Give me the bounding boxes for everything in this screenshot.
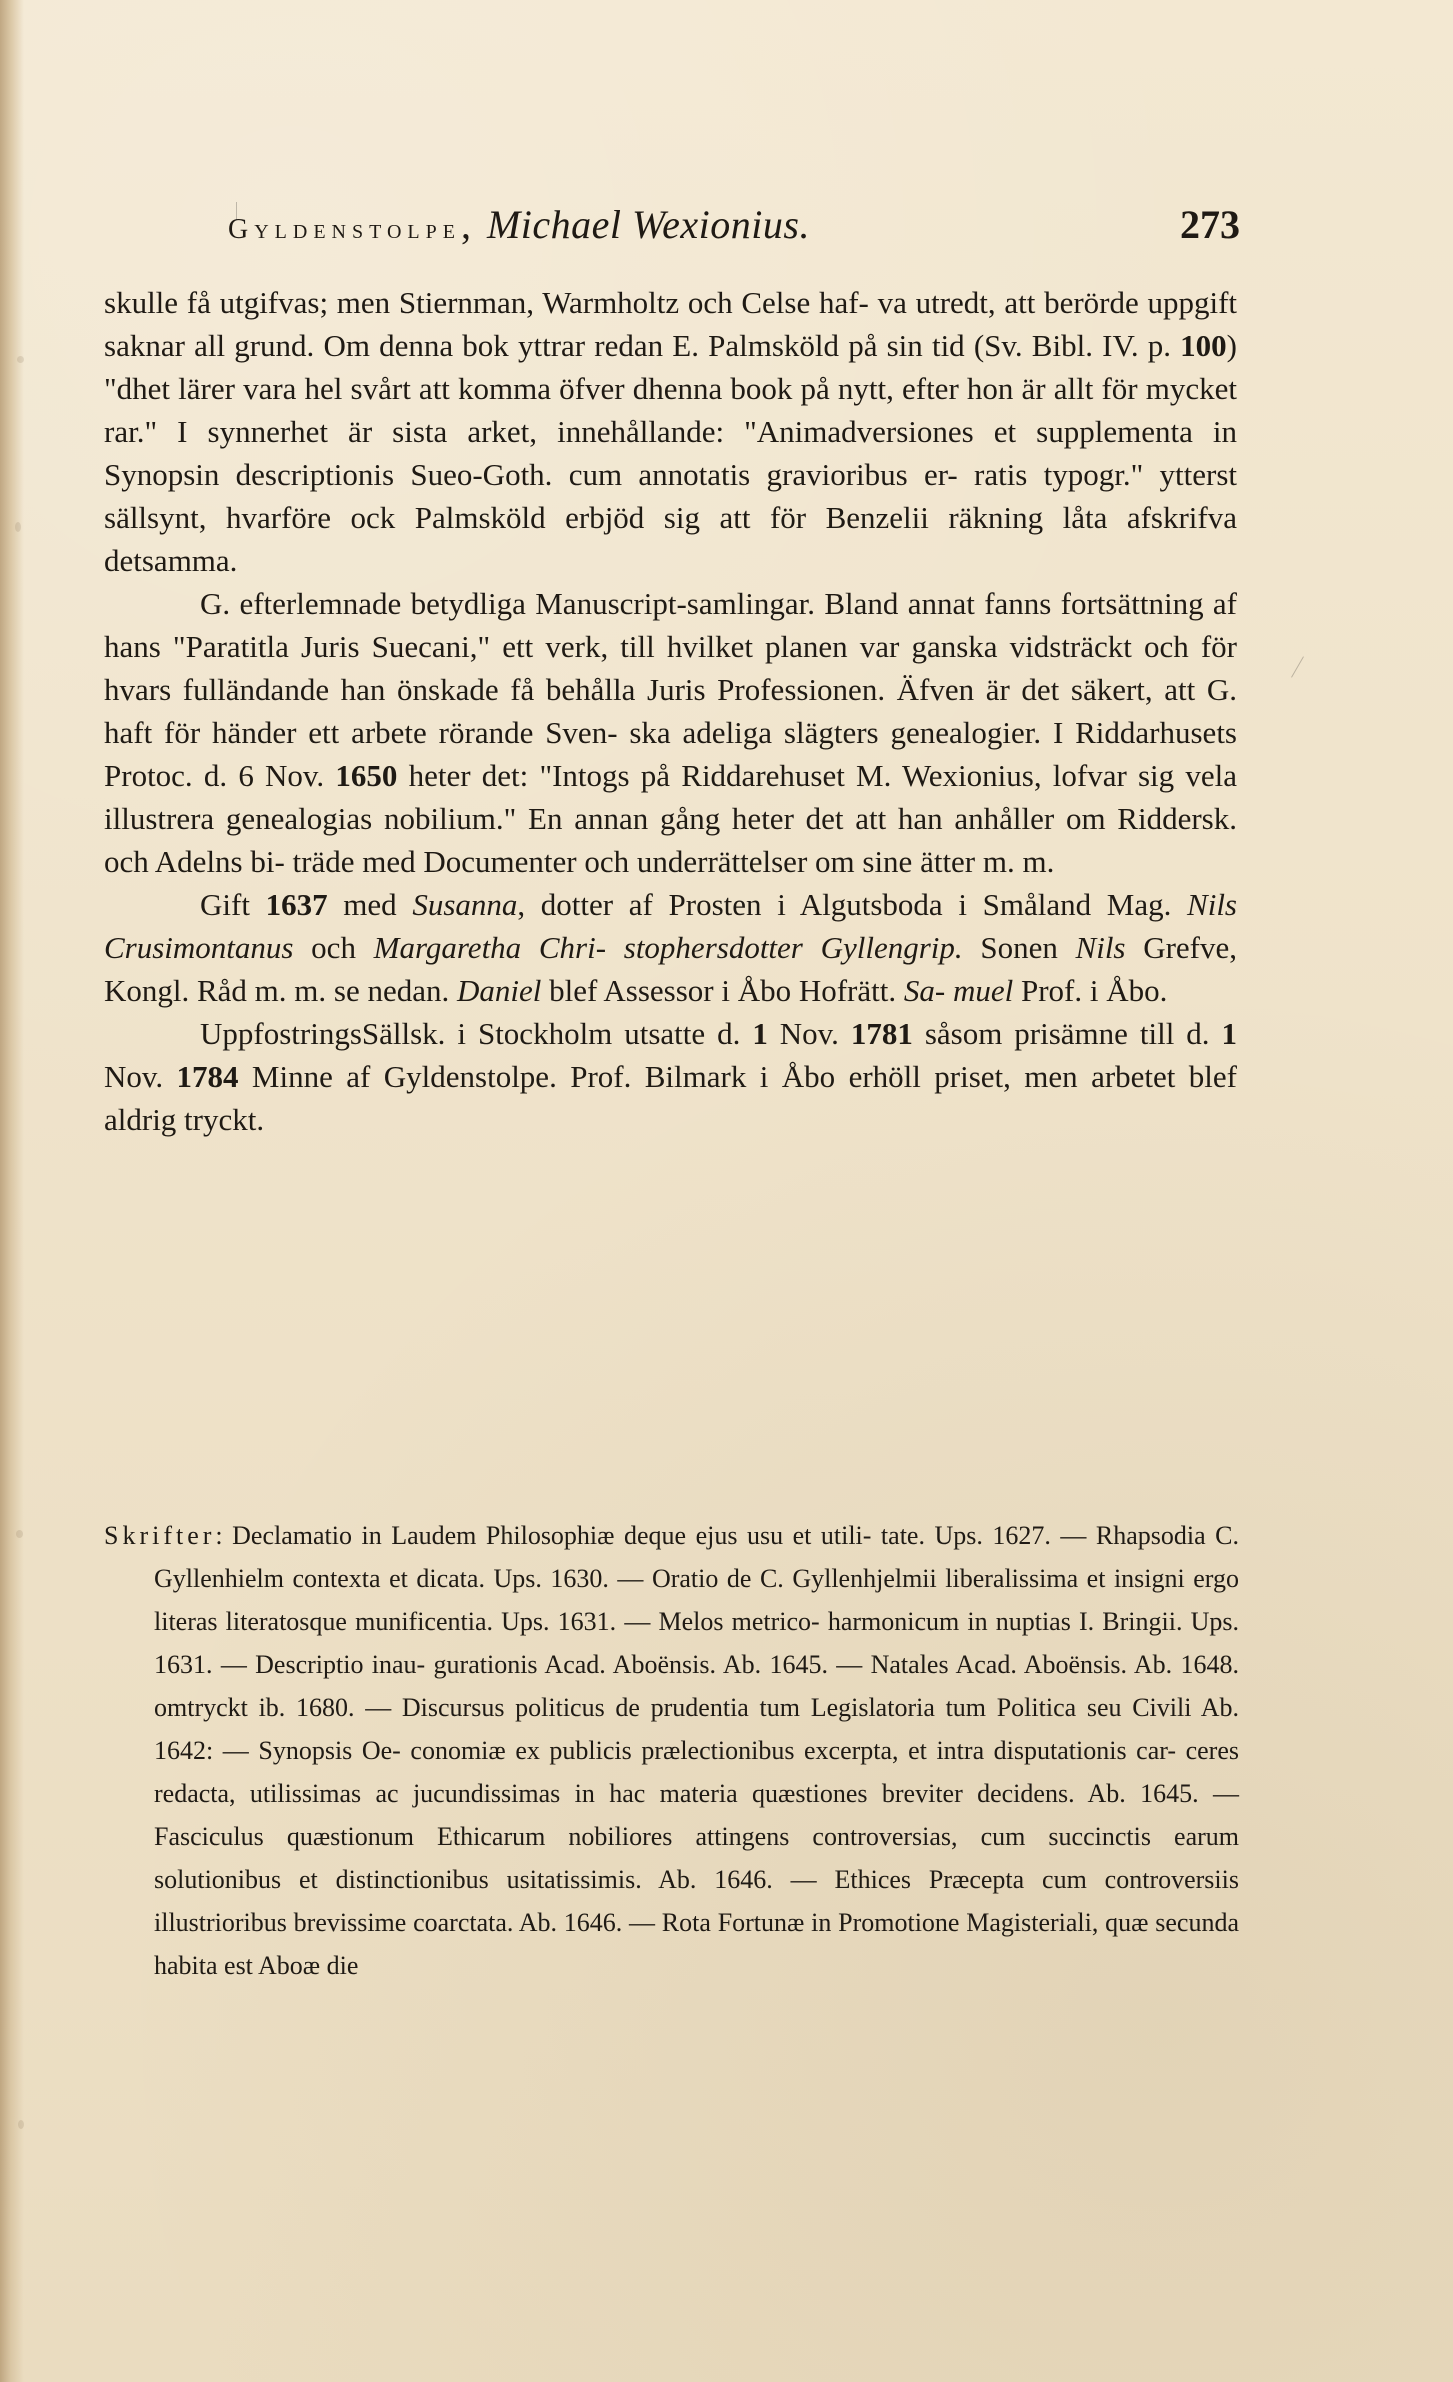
paper-blot — [16, 1530, 23, 1538]
running-head-name: Michael Wexionius. — [486, 202, 810, 247]
spouse-name: Susanna — [412, 887, 518, 922]
paragraph-1 — [104, 281, 1237, 582]
paragraph-3-text-h: Prof. i Åbo. — [1013, 973, 1168, 1008]
son-name-daniel: Daniel — [457, 973, 542, 1008]
paragraph-4-year-1: 1781 — [850, 1016, 913, 1051]
paper-blot — [17, 356, 24, 363]
writings-heading: Skrifter — [104, 1521, 216, 1550]
paragraph-4-text-c: såsom prisämne till d. — [912, 1016, 1222, 1051]
paragraph-3-text-f: Grefve, Kongl. Råd m. m. se nedan. — [104, 930, 1238, 1008]
writings-section — [104, 1514, 1239, 1987]
paragraph-4-text-a: UppfostringsSällsk. i Stockholm utsatte d. — [200, 1016, 753, 1051]
paragraph-4-year-2: 1784 — [176, 1059, 239, 1094]
son-name-nils: Nils — [1075, 930, 1126, 965]
paragraph-2-number: 1650 — [335, 758, 398, 793]
paragraph-4 — [104, 1012, 1237, 1141]
stray-mark — [1291, 656, 1304, 677]
son-name-samuel: Sa- muel — [903, 973, 1014, 1008]
paragraph-3-text-d: och — [293, 930, 374, 965]
paragraph-1-text-a: skulle få utgifvas; men Stiernman, Warmholtz och Celse haf- va utredt, att berörde uppgift saknar all grund. Om denna bok yttrar redan E. Palmsköld på sin tid (Sv. Bibl. IV. p. — [104, 285, 1237, 363]
paper-blot — [18, 2120, 24, 2129]
paper-blot — [15, 522, 21, 532]
running-head — [228, 201, 810, 248]
paragraph-4-day-1: 1 — [752, 1016, 768, 1051]
paragraph-2-text-a: G. efterlemnade betydliga Manuscript-samlingar. Bland annat fanns fortsättning af hans "Paratitla Juris Suecani," ett verk, till hvilket planen var ganska vidsträckt och för hvars fulländande han önskade få behålla Juris Professionen. Äfven är det säkert, att G. haft för händer ett arbete rörande Sven- ska adeliga slägters genealogier. I Riddarhusets Protoc. d. 6 Nov. — [104, 586, 1237, 793]
paragraph-3-text-g: blef Assessor i Åbo Hofrätt. — [541, 973, 904, 1008]
writings-text: : Declamatio in Laudem Philosophiæ deque ejus usu et utili- tate. Ups. 1627. — Rhapsodia C. Gyllenhielm contexta et dicata. Ups. 1630. — Oratio de C. Gyllenhjelmii liberalissima et insigni ergo literas literatosque munificentia. Ups. 1631. — Melos metrico- harmonicum in nuptias I. Bringii. Ups. 1631. — Descriptio inau- gurationis Acad. Aboënsis. Ab. 1645. — Natales Acad. Aboënsis. Ab. 1648. omtryckt ib. 1680. — Discursus politicus de prudentia tum Legislatoria tum Politica seu Civili Ab. 1642: — Synopsis Oe- conomiæ ex publicis prælectionibus excerpta, et intra disputationis car- ceres redacta, utilissimas ac jucundissimas in hac materia quæstiones breviter decidens. Ab. 1645. — Fasciculus quæstionum Ethicarum nobiliores attingens controversias, cum succinctis earum solutionibus et distinctionibus usitatissimis. Ab. 1646. — Ethices Præcepta cum controversiis illustrioribus brevissime coarctata. Ab. 1646. — Rota Fortunæ in Promotione Magisteriali, quæ secunda habita est Aboæ die — [154, 1521, 1239, 1980]
page-header — [228, 194, 1240, 248]
paragraph-4-text-b: Nov. — [767, 1016, 851, 1051]
paragraph-3 — [104, 883, 1237, 1012]
paragraph-4-day-2: 1 — [1221, 1016, 1237, 1051]
paragraph-2-text-b: heter det: "Intogs på Riddarehuset M. Wexionius, lofvar sig vela illustrera genealogias nobilium." En annan gång heter det att han anhåller om Riddersk. och Adelns bi- träde med Documenter och underrättelser om sine ätter m. m. — [104, 758, 1238, 879]
running-head-comma: , — [460, 202, 474, 247]
main-text — [104, 281, 1237, 1141]
running-head-surname: Gyldenstolpe — [228, 214, 461, 245]
paragraph-4-text-d: Nov. — [104, 1059, 177, 1094]
paragraph-2 — [104, 582, 1237, 883]
paragraph-4-text-e: Minne af Gyldenstolpe. Prof. Bilmark i Åbo erhöll priset, men arbetet blef aldrig tryckt. — [104, 1059, 1237, 1137]
paragraph-3-text-a: Gift — [200, 887, 266, 922]
mother-in-law-name: Margaretha Chri- stophersdotter Gyllengrip. — [373, 930, 963, 965]
paragraph-3-text-b: med — [327, 887, 413, 922]
writings-list — [104, 1514, 1239, 1987]
paragraph-1-text-b: ) "dhet lärer vara hel svårt att komma öfver dhenna book på nytt, efter hon är allt för mycket rar." I synnerhet är sista arket, innehållande: "Animadversiones et supplementa in Synopsin descriptionis Sueo-Goth. cum annotatis gravioribus er- ratis typogr." ytterst sällsynt, hvarföre ock Palmsköld erbjöd sig att för Benzelii räkning låta afskrifva detsamma. — [104, 328, 1237, 578]
page-number: 273 — [1180, 202, 1240, 247]
father-in-law-name: Nils Crusimontanus — [104, 887, 1237, 965]
paragraph-3-year: 1637 — [265, 887, 328, 922]
paragraph-3-text-e: Sonen — [962, 930, 1076, 965]
paragraph-3-text-c: , dotter af Prosten i Algutsboda i Småland Mag. — [517, 887, 1188, 922]
paragraph-1-number: 100 — [1180, 328, 1227, 363]
